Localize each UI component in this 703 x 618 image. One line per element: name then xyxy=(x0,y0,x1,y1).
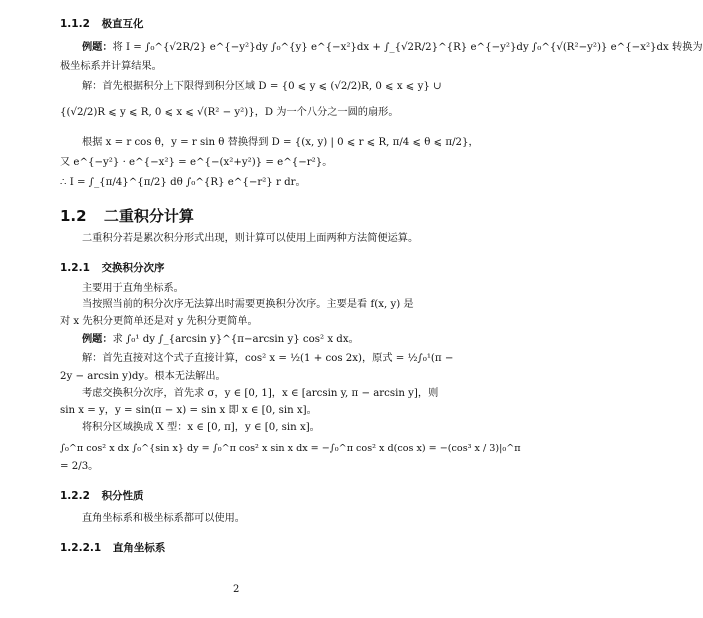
section-number: 1.2.2.1 xyxy=(60,542,102,554)
solution-2-line-4: sin x = y，y = sin(π − x) = sin x 即 x ∈ [0, sin x]。 xyxy=(60,405,317,416)
page-number: 2 xyxy=(233,584,240,595)
example-1-line-1 xyxy=(82,41,703,55)
section-title: 二重积分计算 xyxy=(103,207,194,225)
section-1-2-intro: 二重积分若是累次积分形式出现，则计算可以使用上面两种方法简便运算。 xyxy=(82,233,419,244)
section-number: 1.1.2 xyxy=(60,18,90,30)
section-title: 直角坐标系 xyxy=(112,542,166,554)
paragraph-1-2-1-b: 当按照当前的积分次序无法算出时需要更换积分次序。主要是看 f(x, y) 是 xyxy=(82,299,414,310)
section-title: 交换积分次序 xyxy=(101,262,165,274)
section-heading-1-2-2 xyxy=(60,488,144,503)
solution-1-line-4: 又 e^{−y²} · e^{−x²} = e^{−(x²+y²)} = e^{−r²}。 xyxy=(60,157,333,168)
solution-2-line-3: 考虑交换积分次序，首先求 σ，y ∈ [0, 1]，x ∈ [arcsin y, π − arcsin y]，则 xyxy=(82,388,439,399)
paragraph-1-2-1-c: 对 x 先积分更简单还是对 y 先积分更简单。 xyxy=(60,316,258,327)
example-2-text: 求 ∫₀¹ dy ∫_{arcsin y}^{π−arcsin y} cos² x dx。 xyxy=(112,334,359,345)
section-heading-1-1-2 xyxy=(60,16,144,31)
section-heading-1-2-1 xyxy=(60,260,165,275)
solution-1-line-3: 根据 x = r cos θ，y = r sin θ 替换得到 D = {(x, y) | 0 ⩽ r ⩽ R, π/4 ⩽ θ ⩽ π/2}， xyxy=(82,137,479,148)
solution-2-line-2: 2y − arcsin y)dy。根本无法解出。 xyxy=(60,371,226,382)
section-heading-1-2 xyxy=(60,205,194,226)
solution-1-line-1: 解：首先根据积分上下限得到积分区域 D = {0 ⩽ y ⩽ (√2/2)R, 0 ⩽ x ⩽ y} ∪ xyxy=(82,81,442,92)
section-number: 1.2.2 xyxy=(60,490,90,502)
solution-2-line-6: ∫₀^π cos² x dx ∫₀^{sin x} dy = ∫₀^π cos² x sin x dx = −∫₀^π cos² x d(cos x) = −(cos³ x / 3)|₀^π xyxy=(60,443,521,454)
section-number: 1.2.1 xyxy=(60,262,90,274)
paragraph-1-2-1-a: 主要用于直角坐标系。 xyxy=(82,283,184,294)
example-2-line-1 xyxy=(82,333,359,347)
section-heading-1-2-2-1 xyxy=(60,540,165,555)
paragraph-1-2-2: 直角坐标系和极坐标系都可以使用。 xyxy=(82,513,245,524)
example-label: 例题： xyxy=(82,42,113,53)
solution-2-line-7: = 2/3。 xyxy=(60,461,99,472)
solution-2-line-1: 解：首先直接对这个式子直接计算，cos² x = ½(1 + cos 2x)，原式 = ½∫₀¹(π − xyxy=(82,353,454,364)
example-label: 例题： xyxy=(82,334,113,345)
section-title: 积分性质 xyxy=(101,490,144,502)
solution-1-line-2: {(√2/2)R ⩽ y ⩽ R, 0 ⩽ x ⩽ √(R² − y²)}，D 为一个八分之一圆的扇形。 xyxy=(60,107,399,118)
example-1-text: 将 I = ∫₀^{√2R/2} e^{−y²}dy ∫₀^{y} e^{−x²}dx + ∫_{√2R/2}^{R} e^{−y²}dy ∫₀^{√(R²−y²)} e^{−x²}dx 转换为 xyxy=(112,42,703,53)
section-number: 1.2 xyxy=(60,207,87,225)
example-1-line-2: 极坐标系并计算结果。 xyxy=(60,61,162,72)
section-title: 极直互化 xyxy=(101,18,144,30)
solution-1-line-5: ∴ I = ∫_{π/4}^{π/2} dθ ∫₀^{R} e^{−r²} r dr。 xyxy=(60,177,306,188)
solution-2-line-5: 将积分区域换成 X 型：x ∈ [0, π]，y ∈ [0, sin x]。 xyxy=(82,422,320,433)
